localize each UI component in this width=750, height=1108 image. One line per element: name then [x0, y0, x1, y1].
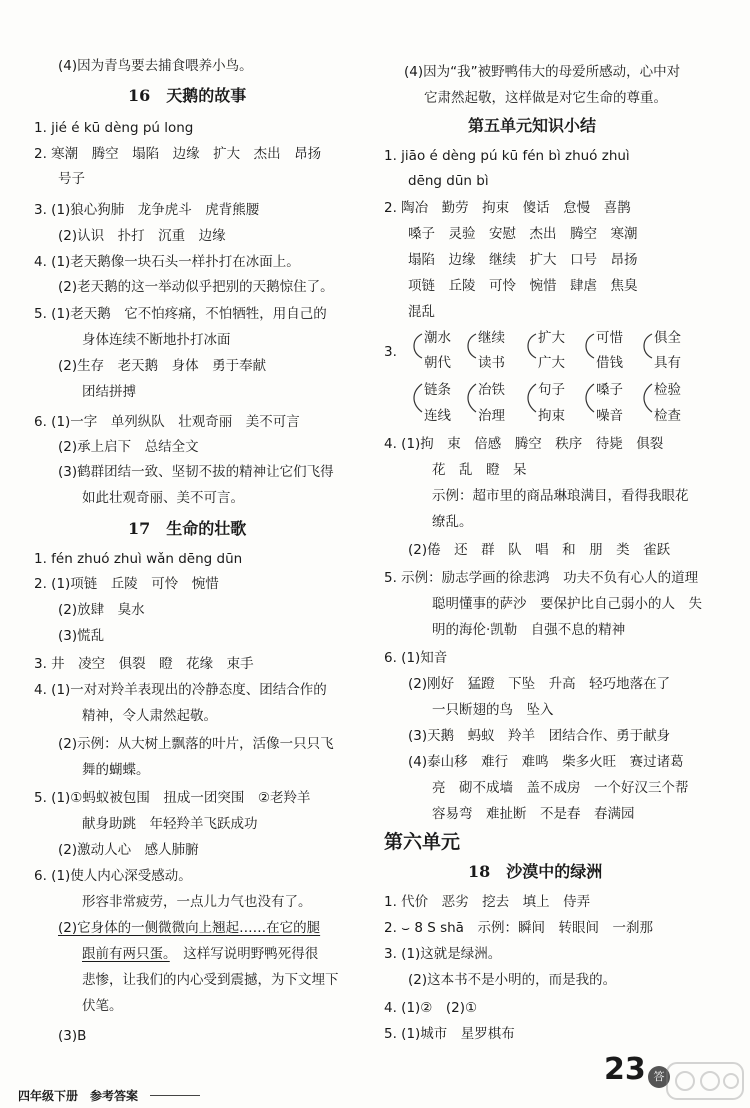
- explanation: 这样写说明野鸭死得很: [169, 946, 319, 962]
- watermark-logo: [665, 1055, 745, 1105]
- right-line: 1. 代价 恶劣 挖去 填上 侍弄: [384, 894, 591, 910]
- right-line: dēng dūn bì: [408, 173, 489, 189]
- right-line: 亮 砌不成墙 盖不成房 一个好汉三个帮: [432, 780, 689, 796]
- right-line: 4. (1)② (2)①: [384, 1000, 478, 1016]
- right-line: 嗓子 灵验 安慰 杰出 腾空 寒潮: [408, 226, 638, 242]
- page-number: 23: [604, 1052, 646, 1087]
- grid-word: 具有: [654, 355, 681, 371]
- unit-5-summary-title: 第五单元知识小结: [468, 116, 597, 135]
- right-line: (4)因为“我”被野鸭伟大的母爱所感动，心中对: [404, 64, 681, 80]
- left-line: 4. (1)老天鹅像一块石头一样扑打在冰面上。: [34, 254, 300, 270]
- grid-word: 潮水: [424, 330, 451, 346]
- right-line: 1. jiāo é dèng pú kū fén bì zhuó zhuì: [384, 148, 630, 164]
- grid-word: 借钱: [596, 355, 623, 371]
- left-line: (2)生存 老天鹅 身体 勇于奉献: [58, 358, 267, 374]
- footer-label: 四年级下册 参考答案: [18, 1089, 139, 1103]
- grid-word: 噪音: [596, 408, 623, 424]
- left-line: 如此壮观奇丽、美不可言。: [82, 490, 244, 506]
- right-line: 花 乱 瞪 呆: [432, 462, 527, 478]
- grid-word: 朝代: [424, 355, 451, 371]
- grid-word: 广大: [538, 355, 565, 371]
- left-line: 6. (1)使人内心深受感动。: [34, 868, 192, 884]
- right-line: (2)倦 还 群 队 唱 和 朋 类 雀跃: [408, 542, 671, 558]
- grid-word: 拘束: [538, 408, 565, 424]
- left-line: [82, 944, 318, 964]
- right-line: 它肃然起敬，这样做是对它生命的尊重。: [424, 90, 667, 106]
- right-line: 2. 陶冶 勤劳 拘束 傻话 怠慢 喜鹊: [384, 200, 631, 216]
- left-line: 形容非常疲劳，一点儿力气也没有了。: [82, 894, 312, 910]
- left-line: (2)老天鹅的这一举动似乎把别的天鹅惊住了。: [58, 279, 334, 295]
- lesson-16-title: 16 天鹅的故事: [128, 86, 247, 105]
- left-line: 6. (1)一字 单列纵队 壮观奇丽 美不可言: [34, 414, 300, 430]
- left-line: 3. (1)狼心狗肺 龙争虎斗 虎背熊腰: [34, 202, 260, 218]
- right-line: (3)天鹅 蚂蚁 羚羊 团结合作、勇于献身: [408, 728, 671, 744]
- left-line: 2. 寒潮 腾空 塌陷 边缘 扩大 杰出 昂扬: [34, 146, 322, 162]
- right-line: 明的海伦·凯勒 自强不息的精神: [432, 622, 626, 638]
- grid-word: 冶铁: [478, 382, 505, 398]
- lesson-18-title: 18 沙漠中的绿洲: [468, 862, 603, 881]
- grid-word: 句子: [538, 382, 565, 398]
- left-line: 号子: [58, 171, 85, 187]
- right-line: 示例：超市里的商品琳琅满目，看得我眼花: [432, 488, 689, 504]
- left-line: 1. jié é kū dèng pú long: [34, 120, 194, 136]
- left-line: 身体连续不断地扑打冰面: [82, 332, 231, 348]
- grid-word: 俱全: [654, 330, 681, 346]
- left-line: (4)因为青鸟要去捕食喂养小鸟。: [58, 58, 253, 74]
- left-line: (3)慌乱: [58, 628, 105, 644]
- page-badge: 答: [648, 1066, 670, 1088]
- left-line: 1. fén zhuó zhuì wǎn dēng dūn: [34, 551, 243, 567]
- left-line: (2)放肆 臭水: [58, 602, 145, 618]
- left-line: 伏笔。: [82, 998, 123, 1014]
- right-line: (2)这本书不是小明的，而是我的。: [408, 972, 617, 988]
- lesson-17-title: 17 生命的壮歌: [128, 519, 247, 538]
- left-line: 4. (1)一对对羚羊表现出的冷静态度、团结合作的: [34, 682, 327, 698]
- left-line: (3)鹤群团结一致、坚韧不拔的精神让它们飞得: [58, 464, 334, 480]
- left-line: (3)B: [58, 1028, 87, 1044]
- right-line: 6. (1)知音: [384, 650, 448, 666]
- right-line: 缭乱。: [432, 514, 473, 530]
- q3-number: 3.: [384, 344, 397, 360]
- right-line: 塌陷 边缘 继续 扩大 口号 昂扬: [408, 252, 638, 268]
- grid-word: 读书: [478, 355, 505, 371]
- left-line: 3. 井 凌空 俱裂 瞪 花缘 束手: [34, 656, 254, 672]
- left-line: (2)认识 扑打 沉重 边缘: [58, 228, 226, 244]
- grid-word: 扩大: [538, 330, 565, 346]
- left-line: 2. (1)项链 丘陵 可怜 惋惜: [34, 576, 219, 592]
- right-line: 混乱: [408, 304, 435, 320]
- left-line: (2)激动人心 感人肺腑: [58, 842, 199, 858]
- left-line: 5. (1)老天鹅 它不怕疼痛，不怕牺牲，用自己的: [34, 306, 327, 322]
- grid-word: 治理: [478, 408, 505, 424]
- grid-word: 检查: [654, 408, 681, 424]
- right-line: 一只断翅的鸟 坠入: [432, 702, 554, 718]
- left-line: 悲惨，让我们的内心受到震撼，为下文埋下: [82, 972, 339, 988]
- grid-word: 可惜: [596, 330, 623, 346]
- left-line: 献身助跳 年轻羚羊飞跃成功: [82, 816, 258, 832]
- left-line: 舞的蝴蝶。: [82, 762, 150, 778]
- right-line: 4. (1)拘 束 倍感 腾空 秩序 待毙 俱裂: [384, 436, 664, 452]
- unit-6-title: 第六单元: [384, 831, 461, 853]
- grid-word: 嗓子: [596, 382, 623, 398]
- grid-word: 继续: [478, 330, 505, 346]
- right-line: 容易弯 难扯断 不是春 春满园: [432, 806, 635, 822]
- underlined-phrase: 跟前有两只蛋。: [82, 946, 170, 962]
- grid-word: 检验: [654, 382, 681, 398]
- right-line: (2)刚好 猛蹬 下坠 升高 轻巧地落在了: [408, 676, 671, 692]
- grid-word: 链条: [424, 382, 451, 398]
- right-line: 项链 丘陵 可怜 惋惜 肆虐 焦臭: [408, 278, 638, 294]
- q3-matching-grid: [408, 326, 718, 430]
- grid-word: 连线: [424, 408, 451, 424]
- left-line: 5. (1)①蚂蚁被包围 扭成一团突围 ②老羚羊: [34, 790, 311, 806]
- left-line: 精神，令人肃然起敬。: [82, 708, 217, 724]
- left-line: (2)承上启下 总结全文: [58, 439, 199, 455]
- right-line: 3. (1)这就是绿洲。: [384, 946, 502, 962]
- right-line: (4)泰山移 难行 难鸣 柴多火旺 赛过诸葛: [408, 754, 684, 770]
- right-line: 5. 示例：励志学画的徐悲鸿 功夫不负有心人的道理: [384, 570, 699, 586]
- footer-rule: [150, 1095, 200, 1096]
- left-line: 团结拼搏: [82, 384, 136, 400]
- right-line: 2. ⌣ 8 S shā 示例：瞬间 转眼间 一刹那: [384, 920, 653, 936]
- left-line: (2)示例：从大树上飘落的叶片，活像一只只飞: [58, 736, 334, 752]
- right-line: 5. (1)城市 星罗棋布: [384, 1026, 515, 1042]
- right-line: 聪明懂事的萨沙 要保护比自己弱小的人 失: [432, 596, 702, 612]
- left-line: (2)它身体的一侧微微向上翘起……在它的腿: [58, 920, 321, 936]
